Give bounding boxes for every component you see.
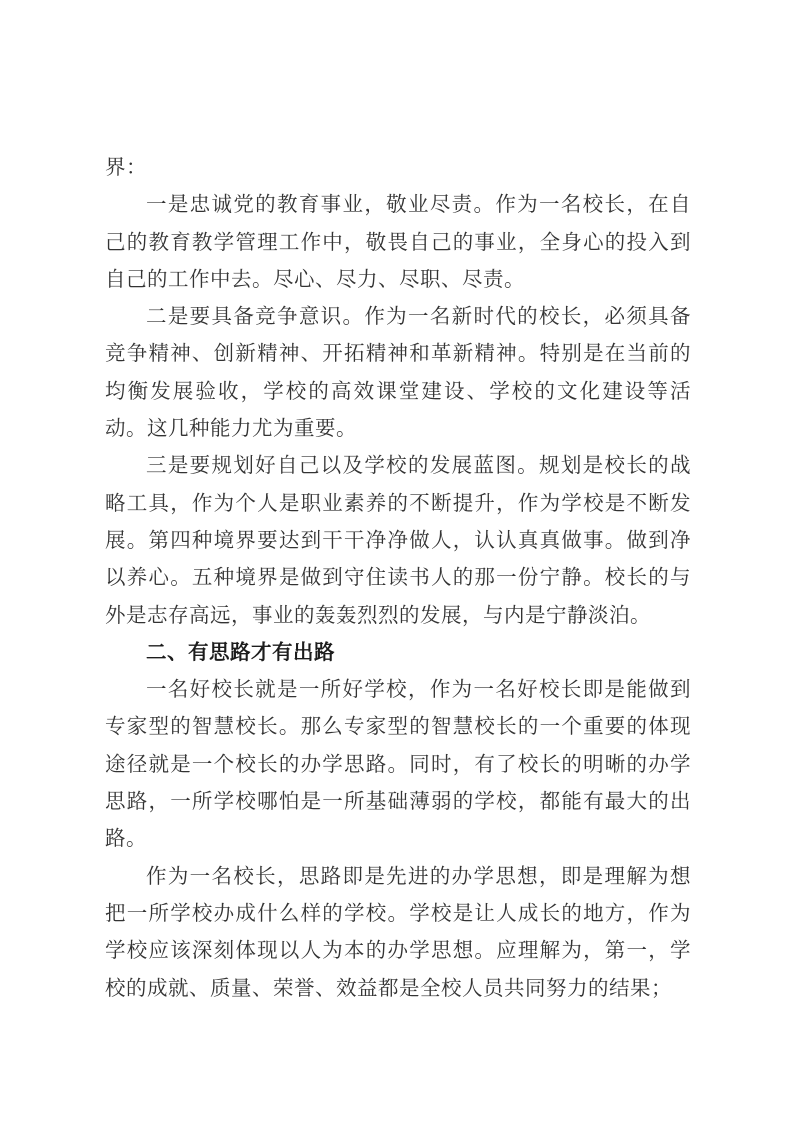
paragraph: 一名好校长就是一所好学校，作为一名好校长即是能做到专家型的智慧校长。那么专家型的智慧校长的一个重要的体现途径就是一个校长的办学思路。同时，有了校长的明晰的办学思路，一所学校哪怕是一所基础薄弱的学校，都能有最大的出路。 [105,679,691,851]
document-body [105,150,691,1008]
section-heading: 二、有思路才有出路 [146,641,335,664]
paragraph: 二是要具备竞争意识。作为一名新时代的校长，必须具备竞争精神、创新精神、开拓精神和革新精神。特别是在当前的均衡发展验收，学校的高效课堂建设、学校的文化建设等活动。这几种能力尤为重要。 [105,306,691,441]
paragraph: 三是要规划好自己以及学校的发展蓝图。规划是校长的战略工具，作为个人是职业素养的不断提升，作为学校是不断发展。第四种境界要达到干干净净做人，认认真真做事。做到净以养心。五种境界是做到守住读书人的那一份宁静。校长的与外是志存高远，事业的轰轰烈烈的发展，与内是宁静淡泊。 [105,455,691,627]
paragraph: 作为一名校长，思路即是先进的办学思想，即是理解为想把一所学校办成什么样的学校。学校是让人成长的地方，作为学校应该深刻体现以人为本的办学思想。应理解为，第一，学校的成就、质量、荣誉、效益都是全校人员共同努力的结果； [105,865,691,1000]
paragraph: 一是忠诚党的教育事业，敬业尽责。作为一名校长，在自己的教育教学管理工作中，敬畏自己的事业，全身心的投入到自己的工作中去。尽心、尽力、尽职、尽责。 [105,194,691,291]
paragraph: 界： [105,157,147,179]
